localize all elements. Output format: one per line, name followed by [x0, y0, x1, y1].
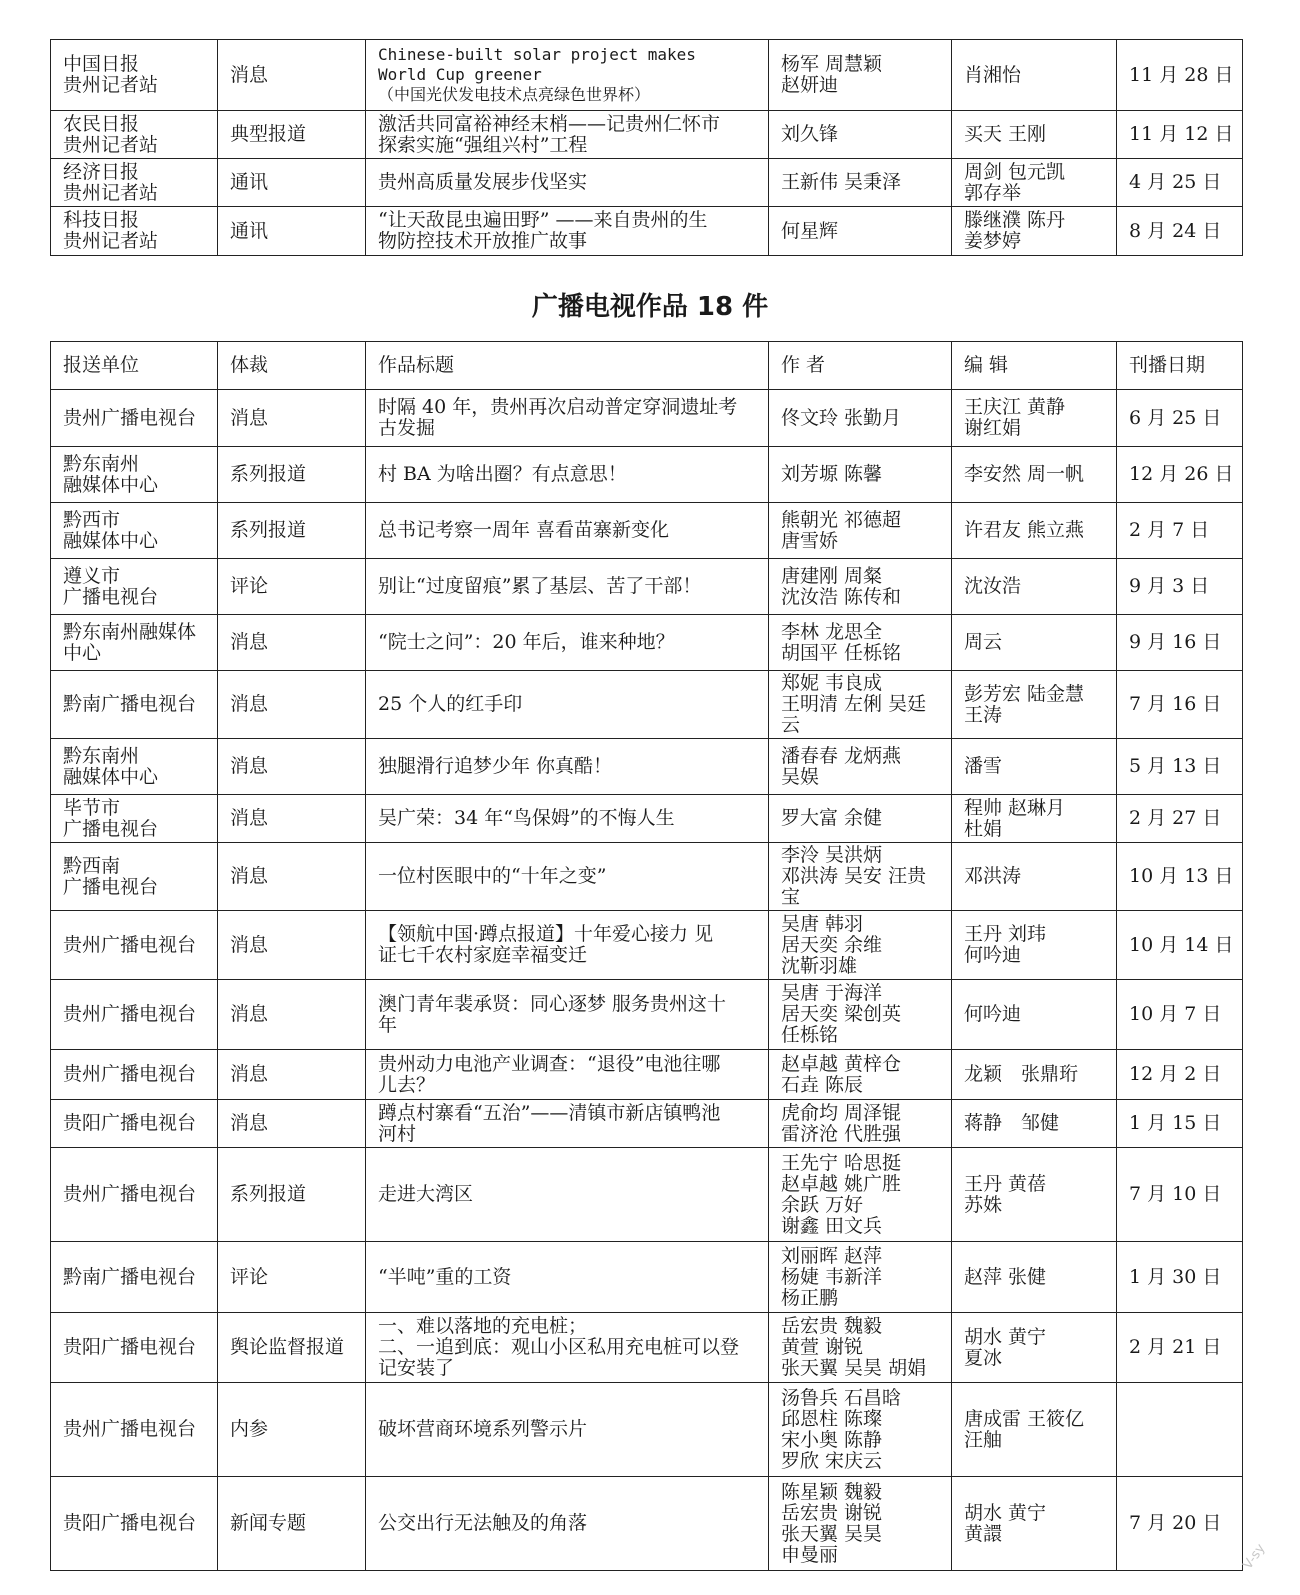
genre-cell: 消息: [218, 1100, 366, 1148]
title-cell: 总书记考察一周年 喜看苗寨新变化: [366, 503, 769, 559]
genre-cell: 消息: [218, 911, 366, 980]
editor-cell: 周剑 包元凯 郭存举: [952, 159, 1117, 207]
date-cell: 7 月 10 日: [1117, 1148, 1243, 1242]
title-cell: 澳门青年裴承贤：同心逐梦 服务贵州这十 年: [366, 980, 769, 1050]
genre-cell: 系列报道: [218, 1148, 366, 1242]
genre-cell: 消息: [218, 615, 366, 671]
unit-cell: 中国日报 贵州记者站: [51, 40, 218, 111]
editor-cell: 胡水 黄宁 夏冰: [952, 1313, 1117, 1383]
unit-cell: 贵州广播电视台: [51, 980, 218, 1050]
unit-cell: 遵义市 广播电视台: [51, 559, 218, 615]
author-cell: 陈星颖 魏毅 岳宏贵 谢锐 张天翼 吴昊 申曼丽: [769, 1477, 952, 1571]
author-cell: 赵卓越 黄梓仓 石垚 陈辰: [769, 1050, 952, 1100]
title-cell: 25 个人的红手印: [366, 671, 769, 739]
unit-cell: 黔东南州融媒体 中心: [51, 615, 218, 671]
author-cell: 刘丽晖 赵萍 杨婕 韦新洋 杨正鹏: [769, 1242, 952, 1313]
author-cell: 刘久锋: [769, 111, 952, 159]
unit-cell: 经济日报 贵州记者站: [51, 159, 218, 207]
date-cell: 2 月 7 日: [1117, 503, 1243, 559]
editor-cell: 周云: [952, 615, 1117, 671]
date-cell: [1117, 1383, 1243, 1477]
editor-cell: 潘雪: [952, 739, 1117, 795]
unit-cell: 贵州广播电视台: [51, 911, 218, 980]
editor-cell: 李安然 周一帆: [952, 447, 1117, 503]
editor-cell: 许君友 熊立燕: [952, 503, 1117, 559]
table-row: [51, 390, 1243, 447]
date-cell: 2 月 27 日: [1117, 795, 1243, 843]
date-cell: 12 月 26 日: [1117, 447, 1243, 503]
genre-cell: 消息: [218, 980, 366, 1050]
table-row: [51, 559, 1243, 615]
date-cell: 10 月 7 日: [1117, 980, 1243, 1050]
editor-cell: 胡水 黄宁 黄譞: [952, 1477, 1117, 1571]
author-cell: 吴唐 韩羽 居天奕 余维 沈靳羽雄: [769, 911, 952, 980]
title-cell: “让天敌昆虫遍田野” ——来自贵州的生 物防控技术开放推广故事: [366, 207, 769, 256]
editor-cell: 买天 王刚: [952, 111, 1117, 159]
table-row: [51, 1383, 1243, 1477]
title-cell: 破坏营商环境系列警示片: [366, 1383, 769, 1477]
date-cell: 5 月 13 日: [1117, 739, 1243, 795]
genre-cell: 消息: [218, 1050, 366, 1100]
editor-cell: 滕继濮 陈丹 姜梦婷: [952, 207, 1117, 256]
title-cell: 走进大湾区: [366, 1148, 769, 1242]
genre-cell: 系列报道: [218, 447, 366, 503]
author-cell: 罗大富 余健: [769, 795, 952, 843]
editor-cell: 唐成雷 王筱亿 汪舳: [952, 1383, 1117, 1477]
author-cell: 杨军 周慧颖 赵妍迪: [769, 40, 952, 111]
unit-cell: 贵阳广播电视台: [51, 1100, 218, 1148]
author-cell: 潘春春 龙炳燕 吴娱: [769, 739, 952, 795]
title-cell: 时隔 40 年，贵州再次启动普定穿洞遗址考 古发掘: [366, 390, 769, 447]
author-cell: 熊朝光 祁德超 唐雪娇: [769, 503, 952, 559]
editor-cell: 王丹 黄蓓 苏姝: [952, 1148, 1117, 1242]
unit-cell: 贵阳广播电视台: [51, 1477, 218, 1571]
title-cell: 公交出行无法触及的角落: [366, 1477, 769, 1571]
header-editor: 编 辑: [952, 342, 1117, 390]
unit-cell: 农民日报 贵州记者站: [51, 111, 218, 159]
date-cell: 7 月 16 日: [1117, 671, 1243, 739]
title-cell: 村 BA 为啥出圈？有点意思！: [366, 447, 769, 503]
title-cell: 【领航中国·蹲点报道】十年爱心接力 见 证七千农村家庭幸福变迁: [366, 911, 769, 980]
editor-cell: 肖湘怡: [952, 40, 1117, 111]
table-row: [51, 111, 1243, 159]
table-row: [51, 671, 1243, 739]
unit-cell: 黔东南州 融媒体中心: [51, 739, 218, 795]
genre-cell: 新闻专题: [218, 1477, 366, 1571]
section-title: 广播电视作品 18 件: [531, 292, 769, 322]
author-cell: 虎俞均 周泽锟 雷济沧 代胜强: [769, 1100, 952, 1148]
date-cell: 4 月 25 日: [1117, 159, 1243, 207]
unit-cell: 贵州广播电视台: [51, 390, 218, 447]
table-row: [51, 980, 1243, 1050]
editor-cell: 邓洪涛: [952, 843, 1117, 911]
title-cell: 独腿滑行追梦少年 你真酷！: [366, 739, 769, 795]
title-cell: 吴广荣：34 年“鸟保姆”的不悔人生: [366, 795, 769, 843]
title-cell: Chinese-built solar project makes World Cup greener （中国光伏发电技术点亮绿色世界杯）: [366, 40, 769, 111]
title-cell: 一位村医眼中的“十年之变”: [366, 843, 769, 911]
unit-cell: 贵州广播电视台: [51, 1148, 218, 1242]
genre-cell: 消息: [218, 843, 366, 911]
header-unit: 报送单位: [51, 342, 218, 390]
editor-cell: 彭芳宏 陆金慧 王涛: [952, 671, 1117, 739]
title-cell: 贵州动力电池产业调查：“退役”电池往哪 儿去？: [366, 1050, 769, 1100]
editor-cell: 王庆江 黄静 谢红娟: [952, 390, 1117, 447]
header-row: [51, 342, 1243, 390]
date-cell: 9 月 16 日: [1117, 615, 1243, 671]
unit-cell: 贵州广播电视台: [51, 1050, 218, 1100]
editor-cell: 王丹 刘玮 何吟迪: [952, 911, 1117, 980]
genre-cell: 评论: [218, 1242, 366, 1313]
table-row: [51, 1050, 1243, 1100]
unit-cell: 毕节市 广播电视台: [51, 795, 218, 843]
author-cell: 汤鲁兵 石昌晗 邱恩柱 陈璨 宋小奥 陈静 罗欣 宋庆云: [769, 1383, 952, 1477]
genre-cell: 典型报道: [218, 111, 366, 159]
table-row: [51, 447, 1243, 503]
editor-cell: 龙颖 张鼎珩: [952, 1050, 1117, 1100]
editor-cell: 何吟迪: [952, 980, 1117, 1050]
editor-cell: 赵萍 张健: [952, 1242, 1117, 1313]
date-cell: 10 月 13 日: [1117, 843, 1243, 911]
broadcast-awards-table: [50, 341, 1243, 1571]
genre-cell: 消息: [218, 671, 366, 739]
editor-cell: 沈汝浩: [952, 559, 1117, 615]
genre-cell: 通讯: [218, 207, 366, 256]
table-row: [51, 159, 1243, 207]
genre-cell: 消息: [218, 739, 366, 795]
unit-cell: 贵阳广播电视台: [51, 1313, 218, 1383]
table-row: [51, 615, 1243, 671]
genre-cell: 系列报道: [218, 503, 366, 559]
genre-cell: 评论: [218, 559, 366, 615]
header-date: 刊播日期: [1117, 342, 1243, 390]
date-cell: 11 月 12 日: [1117, 111, 1243, 159]
date-cell: 7 月 20 日: [1117, 1477, 1243, 1571]
date-cell: 9 月 3 日: [1117, 559, 1243, 615]
title-cell: “院士之问”：20 年后，谁来种地？: [366, 615, 769, 671]
table-row: [51, 843, 1243, 911]
table-row: [51, 795, 1243, 843]
date-cell: 12 月 2 日: [1117, 1050, 1243, 1100]
date-cell: 10 月 14 日: [1117, 911, 1243, 980]
genre-cell: 舆论监督报道: [218, 1313, 366, 1383]
genre-cell: 通讯: [218, 159, 366, 207]
news-awards-table-continued: [50, 39, 1243, 256]
table-row: [51, 1242, 1243, 1313]
author-cell: 王新伟 吴秉泽: [769, 159, 952, 207]
date-cell: 1 月 30 日: [1117, 1242, 1243, 1313]
author-cell: 李泠 吴洪炳 邓洪涛 吴安 汪贵宝: [769, 843, 952, 911]
date-cell: 1 月 15 日: [1117, 1100, 1243, 1148]
table-row: [51, 911, 1243, 980]
watermark-text: V-sy: [1240, 1541, 1269, 1573]
date-cell: 11 月 28 日: [1117, 40, 1243, 111]
genre-cell: 消息: [218, 795, 366, 843]
author-cell: 吴唐 于海洋 居天奕 梁创英 任栎铭: [769, 980, 952, 1050]
unit-cell: 科技日报 贵州记者站: [51, 207, 218, 256]
table-row: [51, 1313, 1243, 1383]
title-cell: 别让“过度留痕”累了基层、苦了干部！: [366, 559, 769, 615]
author-cell: 唐建刚 周粲 沈汝浩 陈传和: [769, 559, 952, 615]
title-cell: 蹲点村寨看“五治”——清镇市新店镇鸭池 河村: [366, 1100, 769, 1148]
genre-cell: 内参: [218, 1383, 366, 1477]
title-cell: “半吨”重的工资: [366, 1242, 769, 1313]
unit-cell: 黔南广播电视台: [51, 1242, 218, 1313]
author-cell: 岳宏贵 魏毅 黄萱 谢锐 张天翼 吴昊 胡娟: [769, 1313, 952, 1383]
header-title: 作品标题: [366, 342, 769, 390]
date-cell: 2 月 21 日: [1117, 1313, 1243, 1383]
unit-cell: 黔东南州 融媒体中心: [51, 447, 218, 503]
author-cell: 李林 龙思全 胡国平 任栎铭: [769, 615, 952, 671]
date-cell: 6 月 25 日: [1117, 390, 1243, 447]
title-cell: 一、难以落地的充电桩； 二、一追到底：观山小区私用充电桩可以登 记安装了: [366, 1313, 769, 1383]
unit-cell: 黔南广播电视台: [51, 671, 218, 739]
table-row: [51, 1477, 1243, 1571]
author-cell: 王先宁 哈思挺 赵卓越 姚广胜 余跃 万好 谢鑫 田文兵: [769, 1148, 952, 1242]
table-row: [51, 739, 1243, 795]
table-row: [51, 1100, 1243, 1148]
table-row: [51, 503, 1243, 559]
title-cell: 贵州高质量发展步伐坚实: [366, 159, 769, 207]
unit-cell: 黔西市 融媒体中心: [51, 503, 218, 559]
editor-cell: 蒋静 邹健: [952, 1100, 1117, 1148]
title-cell: 激活共同富裕神经末梢——记贵州仁怀市 探索实施“强组兴村”工程: [366, 111, 769, 159]
header-genre: 体裁: [218, 342, 366, 390]
author-cell: 何星辉: [769, 207, 952, 256]
genre-cell: 消息: [218, 390, 366, 447]
table-row: [51, 40, 1243, 111]
table-row: [51, 207, 1243, 256]
header-author: 作 者: [769, 342, 952, 390]
author-cell: 郑妮 韦良成 王明清 左俐 吴廷云: [769, 671, 952, 739]
editor-cell: 程帅 赵琳月 杜娟: [952, 795, 1117, 843]
table-row: [51, 1148, 1243, 1242]
unit-cell: 黔西南 广播电视台: [51, 843, 218, 911]
author-cell: 佟文玲 张勤月: [769, 390, 952, 447]
genre-cell: 消息: [218, 40, 366, 111]
unit-cell: 贵州广播电视台: [51, 1383, 218, 1477]
author-cell: 刘芳塬 陈馨: [769, 447, 952, 503]
date-cell: 8 月 24 日: [1117, 207, 1243, 256]
